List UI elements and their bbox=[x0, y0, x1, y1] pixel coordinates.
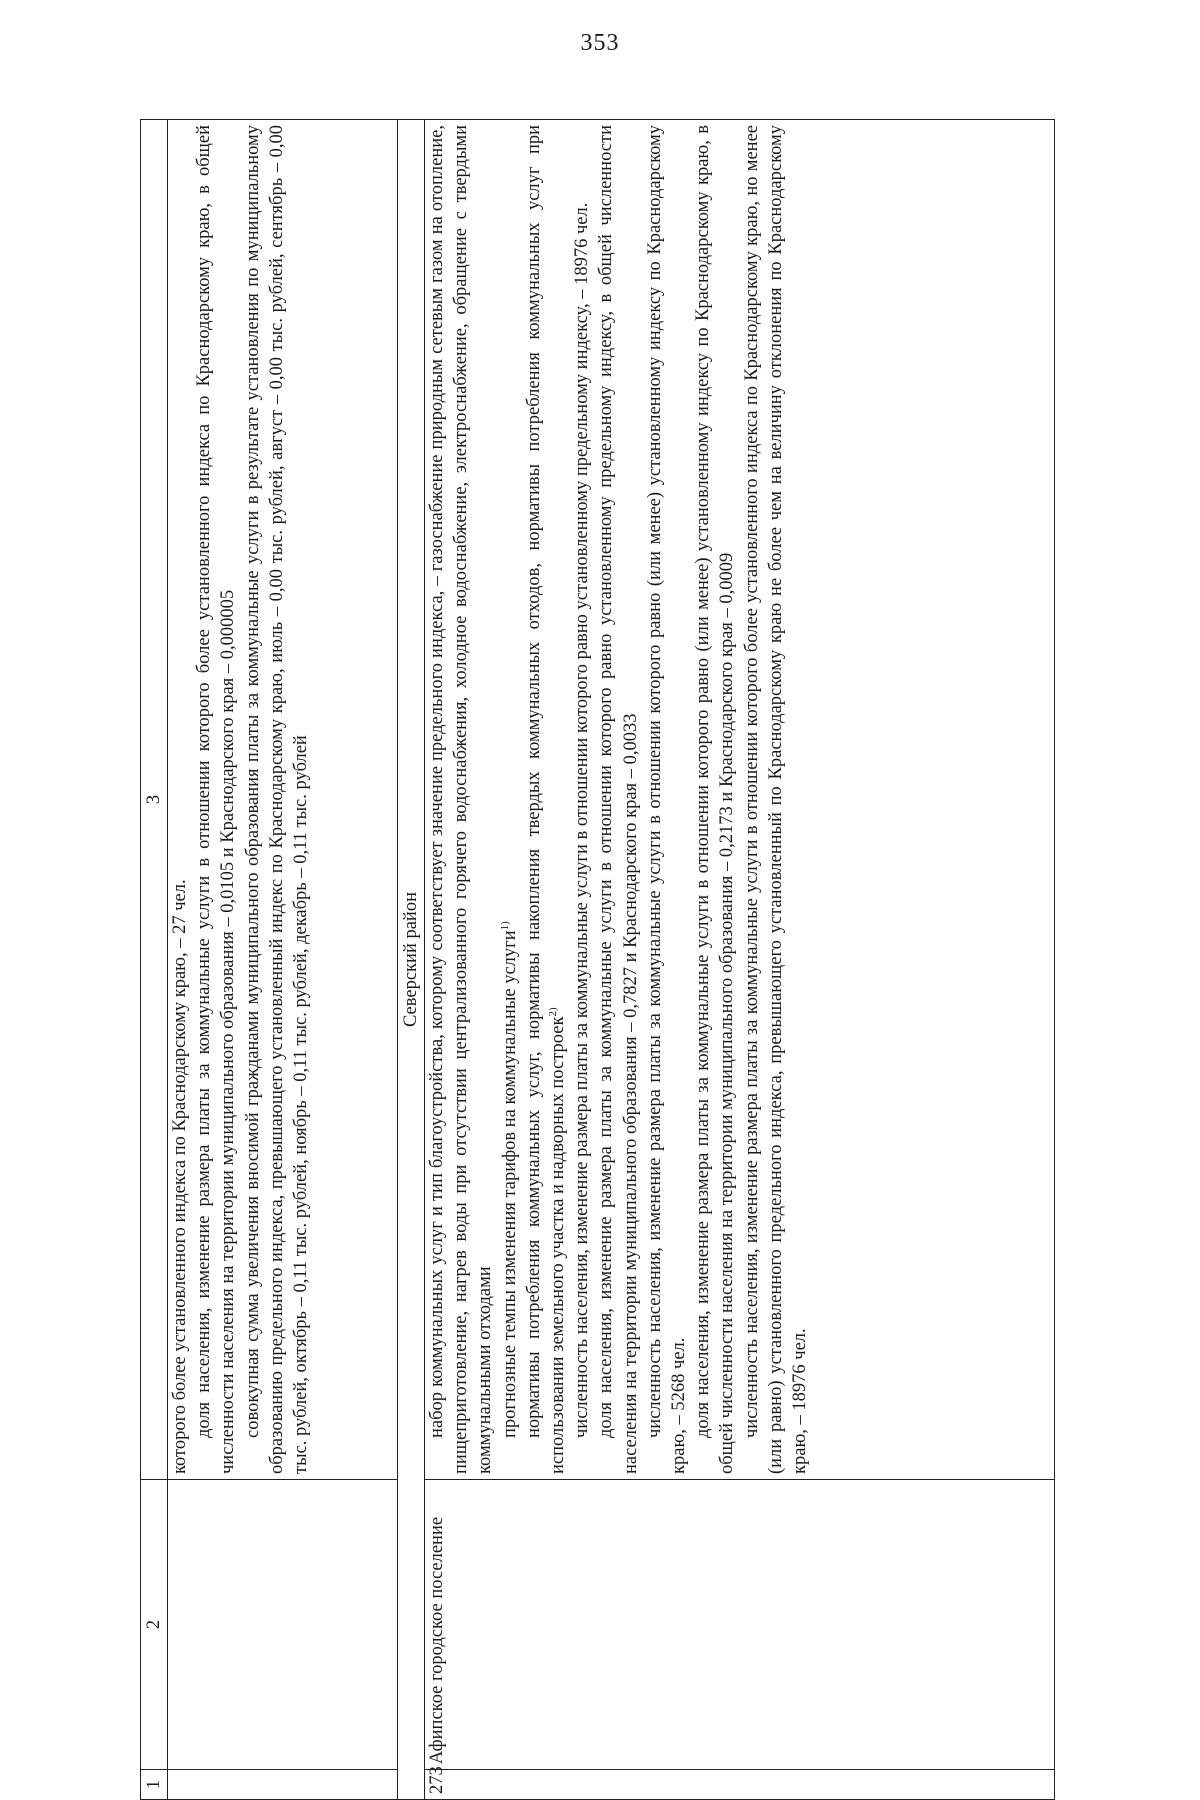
footnote-marker: 1) bbox=[498, 921, 511, 931]
paragraph-text: нормативы потребления коммунальных услуг, нормативы накопления твердых коммунальных отходов, нормативы потребления коммунальных услуг при использовании земельного участка и надворных построек bbox=[523, 125, 569, 1474]
row-paragraph bbox=[522, 125, 570, 1474]
paragraph-text: численность населения, изменение размера платы за коммунальные услуги в отношении которого равно установленному предельному индексу, – 18976 чел. bbox=[572, 202, 593, 1438]
row-number: 273 bbox=[425, 1770, 1055, 1800]
paragraph-text: которого более установленного индекса по Краснодарскому краю, – 27 чел. bbox=[170, 879, 190, 1474]
continued-row-number bbox=[168, 1770, 398, 1800]
row-paragraph bbox=[594, 125, 642, 1474]
footnote-marker: 2) bbox=[546, 1007, 559, 1017]
paragraph-text: численность населения, изменение размера платы за коммунальные услуги в отношении которого более установленного индекса по Краснодарскому краю, но менее (или равно) установленного предельного индекса, превышающего установленный по Краснодарскому краю не более чем на величину отклонения по Краснодарскому краю, – 18976 чел. bbox=[741, 125, 811, 1474]
paragraph-text: прогнозные темпы изменения тарифов на коммунальные услуги bbox=[499, 930, 520, 1438]
header-row bbox=[141, 120, 168, 1800]
row-paragraph bbox=[570, 125, 594, 1474]
continued-row-name bbox=[168, 1480, 398, 1770]
section-title: Северский район bbox=[398, 120, 425, 1800]
continued-row-paragraph bbox=[241, 125, 314, 1474]
continued-row bbox=[168, 120, 398, 1800]
paragraph-text: набор коммунальных услуг и тип благоустройства, которому соответствует значение предельного индекса, – газоснабжение природным сетевым газом на отопление, пищеприготовление, нагрев воды при отсутствии централизованного горячего водоснабжения, холодное водоснабжение, электроснабжение, обращение с твердыми коммунальными отходами bbox=[427, 125, 496, 1474]
paragraph-text: доля населения, изменение размера платы за коммунальные услуги в отношении которого более установленного индекса по Краснодарскому краю, в общей численности населения на территории муниципального образования – 0,0105 и Краснодарского края – 0,000005 bbox=[194, 125, 239, 1474]
row-description bbox=[425, 120, 1055, 1480]
row-settlement-name: Афипское городское поселение bbox=[425, 1480, 1055, 1770]
row-paragraph bbox=[643, 125, 691, 1474]
page-number: 353 bbox=[580, 30, 620, 56]
row-paragraph bbox=[691, 125, 739, 1474]
continued-row-description bbox=[168, 120, 398, 1480]
header-cell-1: 1 bbox=[141, 1770, 168, 1800]
paragraph-text: совокупная сумма увеличения вносимой гражданами муниципального образования платы за коммунальные услуги в результате установления по муниципальному образованию предельного индекса, превышающего установленный индекс по Краснодарскому краю, июль – 0,00 тыс. рублей, август – 0,00 тыс. рублей, сентябрь – 0,00 тыс. рублей, октябрь – 0,11 тыс. рублей, ноябрь – 0,11 тыс. рублей, декабрь – 0,11 тыс. рублей bbox=[242, 125, 312, 1474]
header-cell-2: 2 bbox=[141, 1480, 168, 1770]
section-row bbox=[398, 120, 425, 1800]
paragraph-text: доля населения, изменение размера платы за коммунальные услуги в отношении которого равно (или менее) установленному индексу по Краснодарскому краю, в общей численности населения на территории муниципального образования – 0,2173 и Краснодарского края – 0,0009 bbox=[693, 125, 738, 1474]
continued-row-paragraph bbox=[192, 125, 240, 1474]
header-cell-3: 3 bbox=[141, 120, 168, 1480]
paragraph-text: доля населения, изменение размера платы за коммунальные услуги в отношении которого равно установленному предельному индексу, в общей численности населения на территории муниципального образования – 0,7827 и Краснодарского края – 0,0033 bbox=[596, 125, 641, 1474]
row-paragraph bbox=[498, 125, 522, 1474]
rotated-table-container bbox=[140, 120, 1055, 1800]
paragraph-text: численность населения, изменение размера платы за коммунальные услуги в отношении которого равно (или менее) установленному индексу по Краснодарскому краю, – 5268 чел. bbox=[644, 125, 690, 1474]
row-paragraph bbox=[740, 125, 813, 1474]
table-row bbox=[425, 120, 1055, 1800]
data-table bbox=[140, 119, 1055, 1800]
continued-row-paragraph bbox=[168, 125, 192, 1474]
row-paragraph bbox=[425, 125, 498, 1474]
